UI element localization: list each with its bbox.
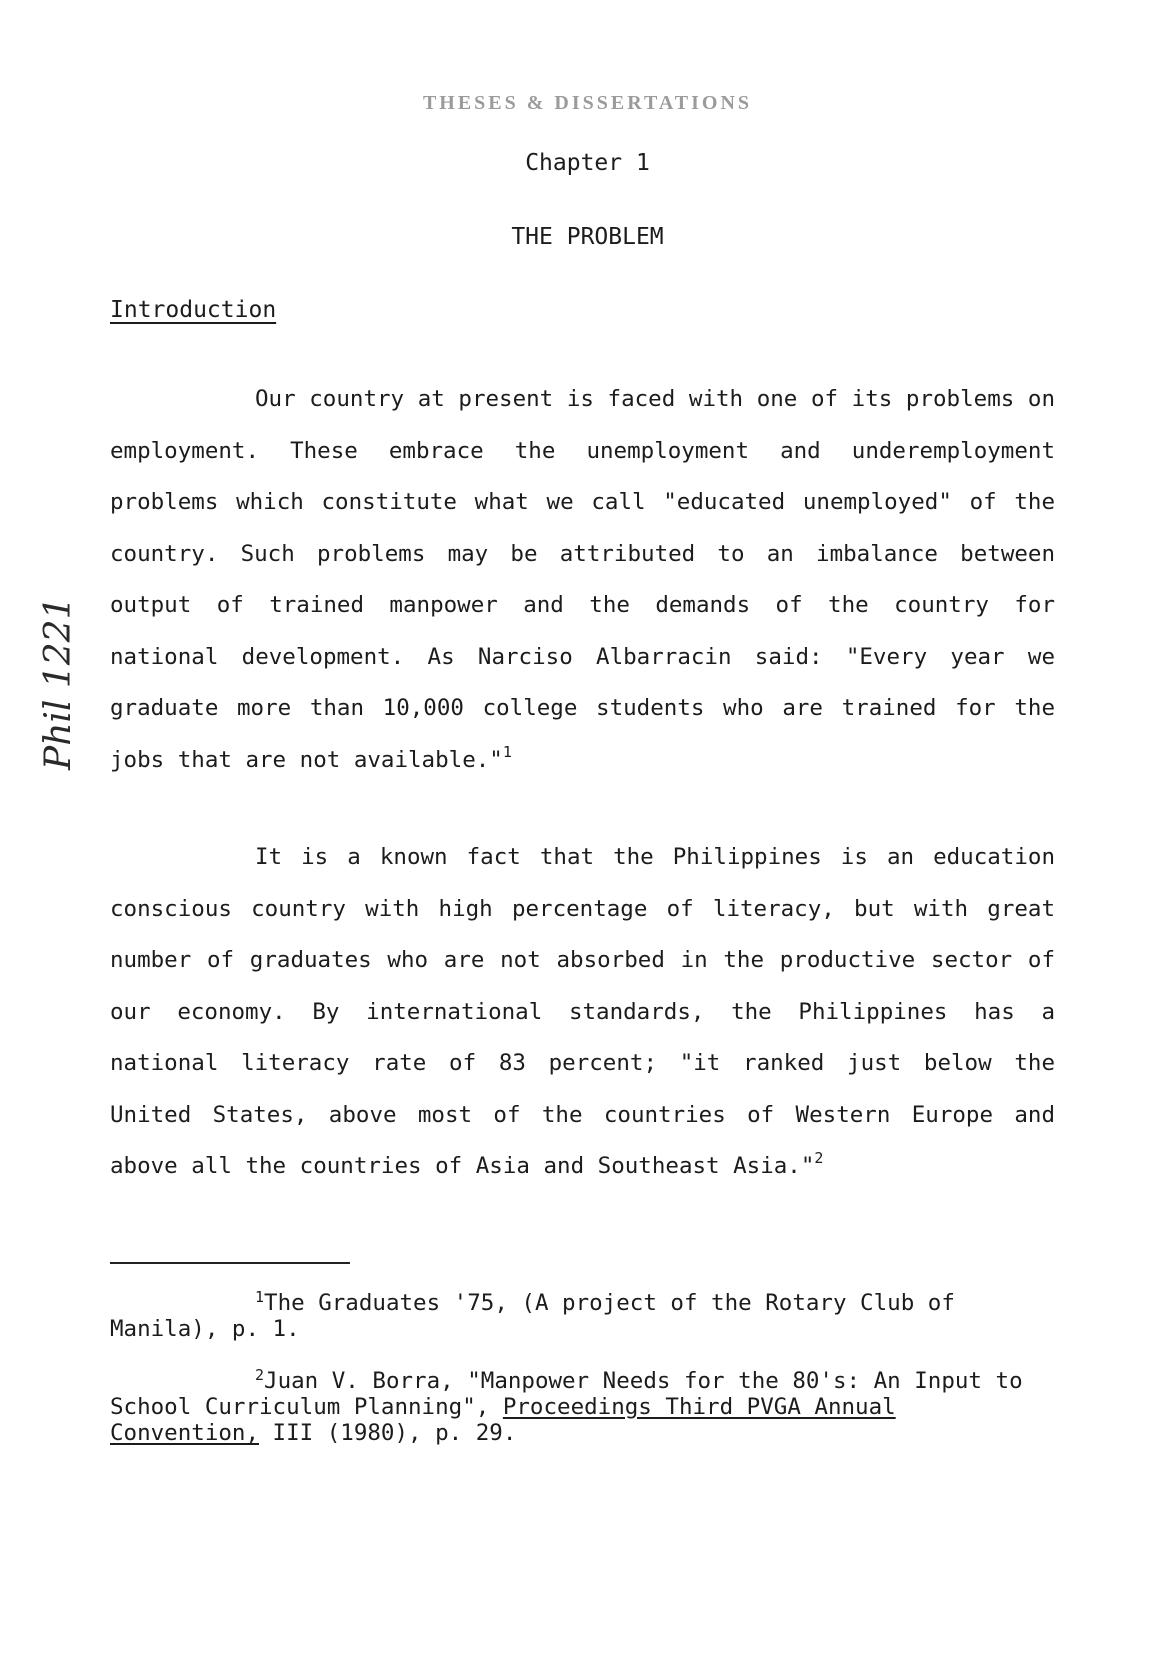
footnote-2 <box>110 1368 1055 1446</box>
footnote-1 <box>110 1290 1055 1342</box>
chapter-title: THE PROBLEM <box>511 224 664 250</box>
paragraph-1 <box>110 374 1055 786</box>
paragraph-2-text: It is a known fact that the Philippines is an education conscious country with high percentage of literacy, but with great number of graduates who are not absorbed in the productive sector of our economy. By international standards, the Philippines has a national literacy rate of 83 percent; "it ranked just below the United States, above most of the countries of Western Europe and above all the countries of Asia and Southeast Asia." <box>110 844 1055 1179</box>
paragraph-1-text: Our country at present is faced with one of its problems on employment. These embrace the unemployment and underemployment problems which constitute what we call "educated unemployed" of the country. Such problems may be attributed to an imbalance between output of trained manpower and the demands of the country for national development. As Narciso Albarracin said: "Every year we graduate more than 10,000 college students who are trained for the jobs that are not available." <box>110 386 1055 773</box>
footnote-2-number: 2 <box>255 1366 265 1384</box>
footnote-1-text: The Graduates '75, (A project of the Rotary Club of Manila), p. 1. <box>110 1290 955 1342</box>
margin-annotation-text: Phil 1221 <box>38 596 79 770</box>
footnote-ref-2: 2 <box>814 1149 824 1167</box>
handwritten-margin-annotation <box>28 596 80 770</box>
section-heading-introduction: Introduction <box>110 297 277 323</box>
footnote-1-number: 1 <box>255 1288 265 1306</box>
collection-stamp: THESES & DISSERTATIONS <box>422 92 753 114</box>
paragraph-2 <box>110 832 1055 1193</box>
footnote-2-text-after: III (1980), p. 29. <box>259 1420 517 1446</box>
footnote-divider <box>110 1262 350 1264</box>
chapter-heading: Chapter 1 <box>525 150 650 176</box>
footnote-2-proceedings-title: Proceedings Third PVGA Annual Convention, <box>110 1394 896 1446</box>
footnote-2-text-before: Juan V. Borra, "Manpower Needs for the 80's: An Input to School Curriculum Planning", <box>110 1368 1023 1420</box>
footnote-ref-1: 1 <box>502 742 512 761</box>
